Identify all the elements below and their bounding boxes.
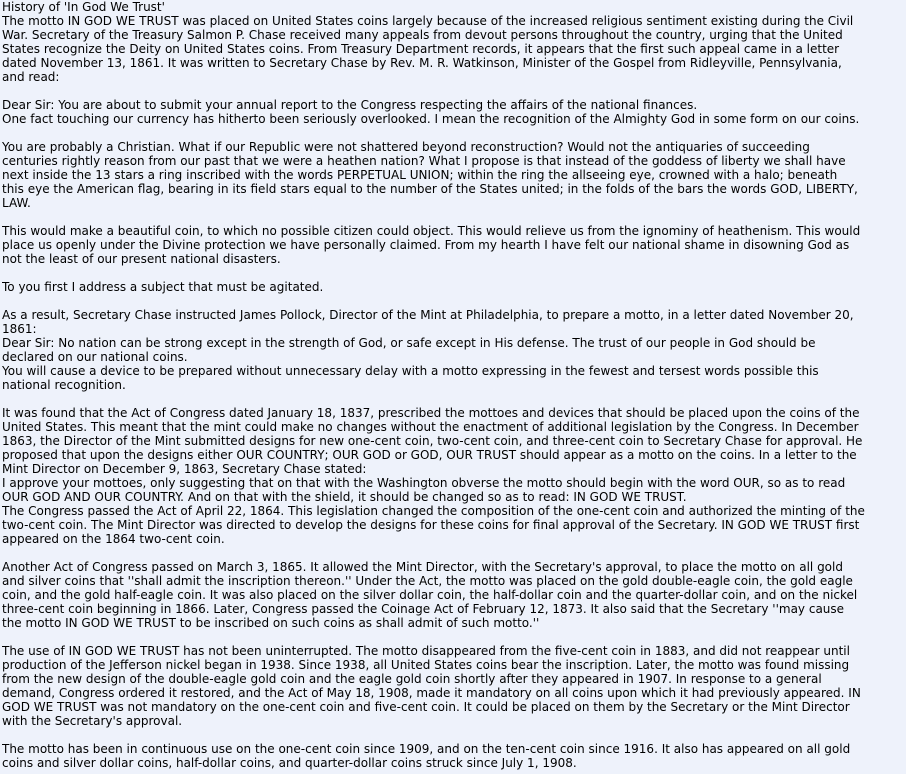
text-line: The use of IN GOD WE TRUST has not been uninterrupted. The motto disappeared from the five-cent coin in 1883, and did not reappear until — [2, 644, 850, 658]
text-line: three-cent coin beginning in 1866. Later, Congress passed the Coinage Act of February 12, 1873. It also said that the Secretary ''may cause — [2, 602, 845, 616]
blank-line — [2, 126, 902, 140]
text-line: As a result, Secretary Chase instructed James Pollock, Director of the Mint at Philadelphia, to prepare a motto, in a letter dated November 20, — [2, 308, 854, 322]
blank-line — [2, 392, 902, 406]
text-line: centuries rightly reason from our past that we were a heathen nation? What I propose is that instead of the goddess of liberty we shall have — [2, 154, 846, 168]
text-line: The motto IN GOD WE TRUST was placed on United States coins largely because of the increased religious sentiment existing during the Civil — [2, 14, 854, 28]
blank-line — [2, 546, 902, 560]
text-line: This would make a beautiful coin, to which no possible citizen could object. This would relieve us from the ignominy of heathenism. This would — [2, 224, 861, 238]
text-line: from the new design of the double-eagle gold coin and the eagle gold coin shortly after they appeared in 1907. In response to a general — [2, 672, 822, 686]
blank-line — [2, 630, 902, 644]
text-line: 1863, the Director of the Mint submitted designs for new one-cent coin, two-cent coin, and three-cent coin to Secretary Chase for approval. He — [2, 434, 863, 448]
blank-line — [2, 728, 902, 742]
text-line: I approve your mottoes, only suggesting that on that with the Washington obverse the motto should begin with the word OUR, so as to read — [2, 476, 846, 490]
text-line: the motto IN GOD WE TRUST to be inscribed on such coins as shall admit of such motto.'' — [2, 616, 540, 630]
text-line: The motto has been in continuous use on the one-cent coin since 1909, and on the ten-cent coin since 1916. It also has appeared on all gold — [2, 742, 851, 756]
blank-line — [2, 266, 902, 280]
text-line: It was found that the Act of Congress dated January 18, 1837, prescribed the mottoes and devices that should be placed upon the coins of the — [2, 406, 860, 420]
text-line: and silver coins that ''shall admit the inscription thereon.'' Under the Act, the motto was placed on the gold double-eagle coin, the gold eagle — [2, 574, 853, 588]
text-line: this eye the American flag, bearing in its field stars equal to the number of the States united; in the folds of the bars the words GOD, LIBERTY, — [2, 182, 858, 196]
text-line: dated November 13, 1861. It was written to Secretary Chase by Rev. M. R. Watkinson, Minister of the Gospel from Ridleyville, Pennsylvania, — [2, 56, 842, 70]
text-line: United States. This meant that the mint could make no changes without the enactment of additional legislation by the Congress. In December — [2, 420, 859, 434]
text-line: coin, and the gold half-eagle coin. It was also placed on the silver dollar coin, the half-dollar coin and the quarter-dollar coin, and on the nickel — [2, 588, 858, 602]
text-line: coins and silver dollar coins, half-dollar coins, and quarter-dollar coins struck since July 1, 1908. — [2, 756, 577, 770]
text-line: GOD WE TRUST was not mandatory on the one-cent coin and five-cent coin. It could be placed on them by the Secretary or the Mint Director — [2, 700, 850, 714]
text-line: two-cent coin. The Mint Director was directed to develop the designs for these coins for final approval of the Secretary. IN GOD WE TRUST first — [2, 518, 860, 532]
text-line: The Congress passed the Act of April 22, 1864. This legislation changed the composition of the one-cent coin and authorized the minting of the — [2, 504, 865, 518]
text-line: appeared on the 1864 two-cent coin. — [2, 532, 225, 546]
text-line: OUR GOD AND OUR COUNTRY. And on that with the shield, it should be changed so as to read: IN GOD WE TRUST. — [2, 490, 687, 504]
text-line: One fact touching our currency has hitherto been seriously overlooked. I mean the recognition of the Almighty God in some form on our coins. — [2, 112, 860, 126]
document-body — [2, 0, 902, 770]
document-title: History of 'In God We Trust' — [2, 0, 165, 14]
text-line: demand, Congress ordered it restored, and the Act of May 18, 1908, made it mandatory on all coins upon which it had previously appeared. IN — [2, 686, 861, 700]
text-line: LAW. — [2, 196, 31, 210]
text-line: national recognition. — [2, 378, 126, 392]
text-line: To you first I address a subject that must be agitated. — [2, 280, 324, 294]
blank-line — [2, 294, 902, 308]
text-line: Another Act of Congress passed on March 3, 1865. It allowed the Mint Director, with the Secretary's approval, to place the motto on all gold — [2, 560, 843, 574]
text-line: place us openly under the Divine protection we have personally claimed. From my hearth I have felt our national shame in disowning God as — [2, 238, 850, 252]
text-line: 1861: — [2, 322, 37, 336]
text-line: War. Secretary of the Treasury Salmon P. Chase received many appeals from devout persons throughout the country, urging that the United — [2, 28, 843, 42]
text-line: and read: — [2, 70, 60, 84]
text-line: declared on our national coins. — [2, 350, 188, 364]
text-line: Dear Sir: No nation can be strong except in the strength of God, or safe except in His defense. The trust of our people in God should be — [2, 336, 816, 350]
text-line: not the least of our present national disasters. — [2, 252, 281, 266]
text-line: You will cause a device to be prepared without unnecessary delay with a motto expressing in the fewest and tersest words possible this — [2, 364, 819, 378]
blank-line — [2, 84, 902, 98]
text-line: Mint Director on December 9, 1863, Secretary Chase stated: — [2, 462, 367, 476]
text-line: proposed that upon the designs either OUR COUNTRY; OUR GOD or GOD, OUR TRUST should appear as a motto on the coins. In a letter to the — [2, 448, 857, 462]
text-line: Dear Sir: You are about to submit your annual report to the Congress respecting the affairs of the national finances. — [2, 98, 698, 112]
blank-line — [2, 210, 902, 224]
text-line: States recognize the Deity on United States coins. From Treasury Department records, it appears that the first such appeal came in a letter — [2, 42, 840, 56]
text-line: with the Secretary's approval. — [2, 714, 183, 728]
text-line: next inside the 13 stars a ring inscribed with the words PERPETUAL UNION; within the ring the allseeing eye, crowned with a halo; beneath — [2, 168, 838, 182]
text-line: production of the Jefferson nickel began in 1938. Since 1938, all United States coins bear the inscription. Later, the motto was found missing — [2, 658, 850, 672]
text-line: You are probably a Christian. What if our Republic were not shattered beyond reconstruction? Would not the antiquaries of succeeding — [2, 140, 810, 154]
